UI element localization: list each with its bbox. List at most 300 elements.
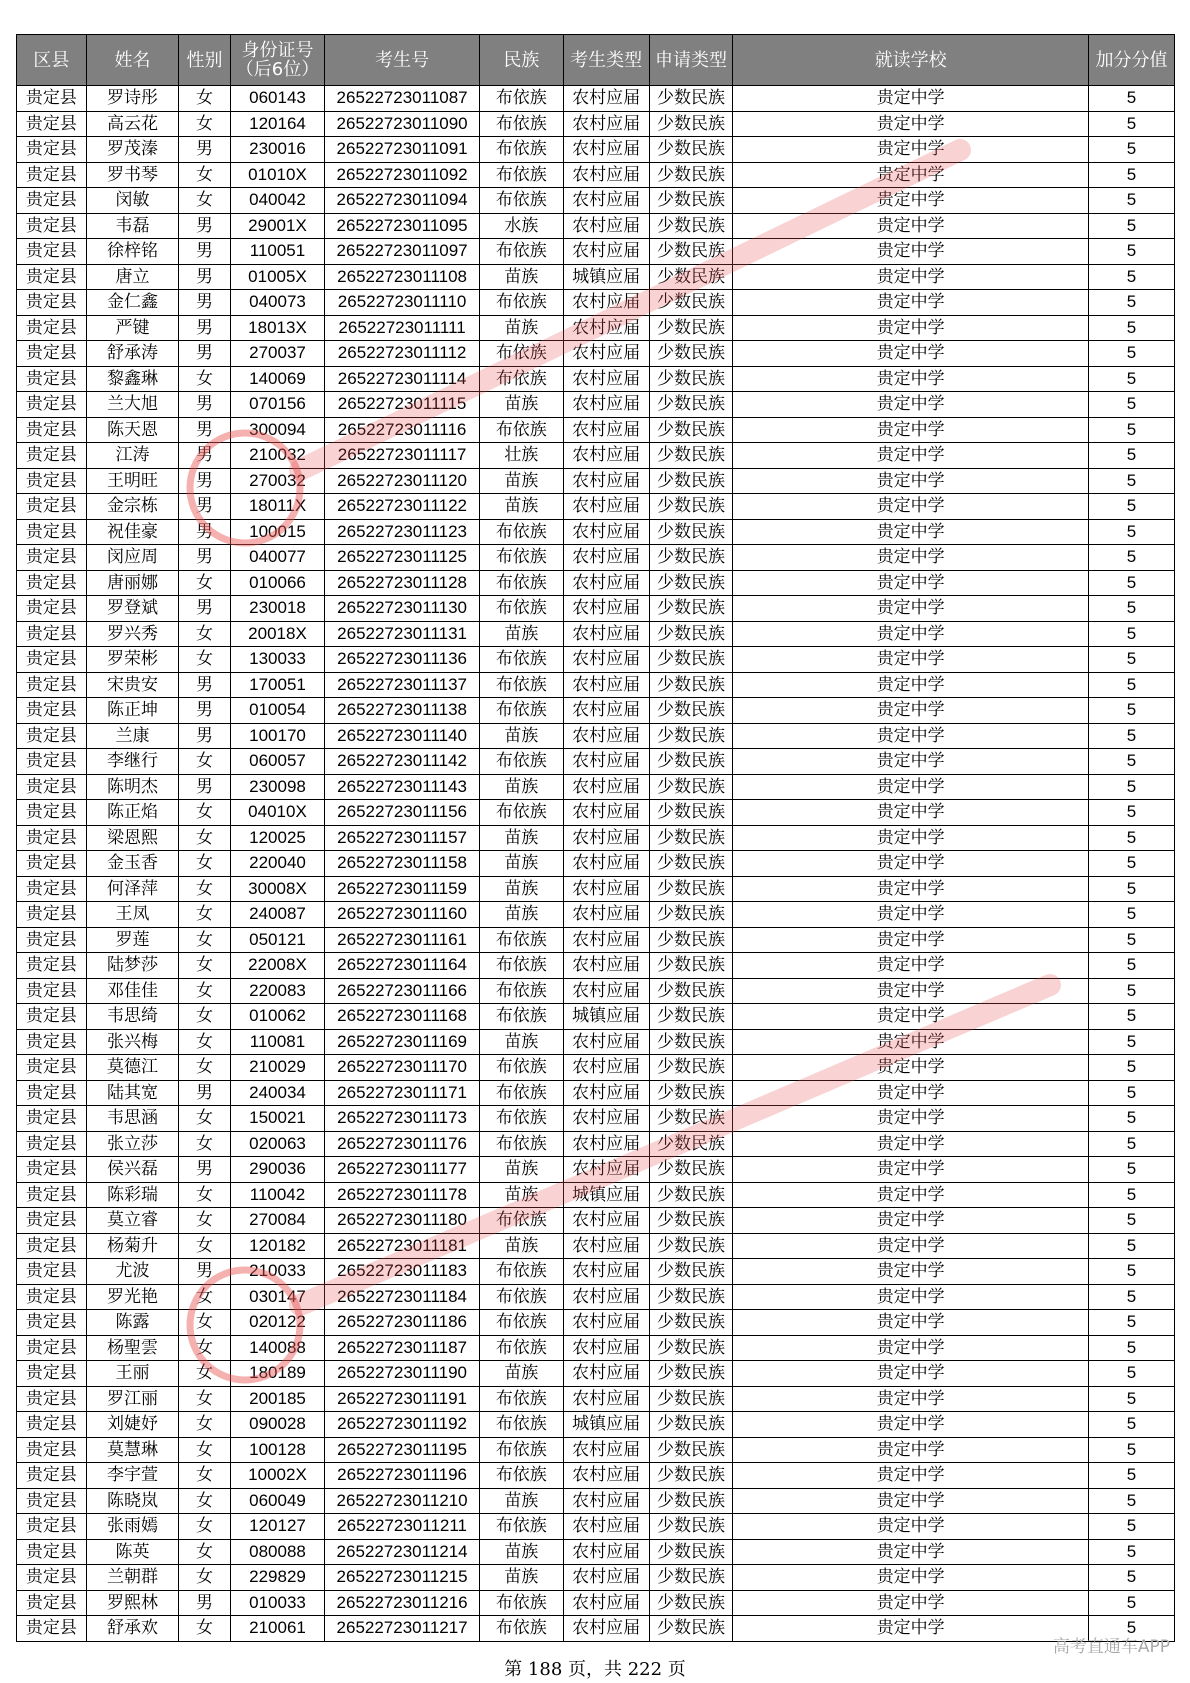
app-watermark-text: 高考直通车APP <box>1052 1637 1170 1657</box>
cell-id-suffix: 22008X <box>230 953 325 979</box>
cell-exam-number: 26522723011117 <box>325 443 480 469</box>
cell-district: 贵定县 <box>17 774 87 800</box>
table-row <box>17 1335 1175 1361</box>
cell-exam-number: 26522723011130 <box>325 596 480 622</box>
cell-exam-number: 26522723011190 <box>325 1361 480 1387</box>
cell-school: 贵定中学 <box>733 1080 1089 1106</box>
cell-bonus: 5 <box>1088 519 1174 545</box>
cell-id-suffix: 040042 <box>230 188 325 214</box>
cell-ethnicity: 布依族 <box>479 596 563 622</box>
cell-apply-type: 少数民族 <box>649 213 733 239</box>
cell-gender: 男 <box>179 315 231 341</box>
table-row <box>17 1004 1175 1030</box>
table-header-row <box>17 35 1175 86</box>
cell-exam-number: 26522723011210 <box>325 1488 480 1514</box>
cell-school: 贵定中学 <box>733 1539 1089 1565</box>
cell-school: 贵定中学 <box>733 825 1089 851</box>
cell-gender: 女 <box>179 1055 231 1081</box>
cell-exam-number: 26522723011171 <box>325 1080 480 1106</box>
table-row <box>17 723 1175 749</box>
cell-student-type: 农村应届 <box>563 1616 649 1642</box>
cell-bonus: 5 <box>1088 1182 1174 1208</box>
cell-name: 罗江丽 <box>86 1386 178 1412</box>
cell-bonus: 5 <box>1088 1463 1174 1489</box>
cell-exam-number: 26522723011115 <box>325 392 480 418</box>
cell-bonus: 5 <box>1088 1514 1174 1540</box>
cell-bonus: 5 <box>1088 1055 1174 1081</box>
cell-school: 贵定中学 <box>733 315 1089 341</box>
cell-school: 贵定中学 <box>733 1182 1089 1208</box>
cell-id-suffix: 010033 <box>230 1590 325 1616</box>
cell-ethnicity: 布依族 <box>479 162 563 188</box>
cell-name: 刘婕妤 <box>86 1412 178 1438</box>
cell-name: 唐丽娜 <box>86 570 178 596</box>
cell-id-suffix: 120182 <box>230 1233 325 1259</box>
cell-id-suffix: 270037 <box>230 341 325 367</box>
cell-gender: 女 <box>179 953 231 979</box>
cell-ethnicity: 布依族 <box>479 1080 563 1106</box>
cell-district: 贵定县 <box>17 1233 87 1259</box>
cell-id-suffix: 010066 <box>230 570 325 596</box>
cell-student-type: 农村应届 <box>563 825 649 851</box>
cell-name: 莫立睿 <box>86 1208 178 1234</box>
cell-exam-number: 26522723011168 <box>325 1004 480 1030</box>
cell-name: 舒承涛 <box>86 341 178 367</box>
cell-gender: 男 <box>179 545 231 571</box>
cell-bonus: 5 <box>1088 1616 1174 1642</box>
cell-exam-number: 26522723011158 <box>325 851 480 877</box>
cell-apply-type: 少数民族 <box>649 1157 733 1183</box>
cell-district: 贵定县 <box>17 1208 87 1234</box>
cell-district: 贵定县 <box>17 1335 87 1361</box>
cell-id-suffix: 100128 <box>230 1437 325 1463</box>
table-row <box>17 902 1175 928</box>
cell-apply-type: 少数民族 <box>649 1208 733 1234</box>
cell-district: 贵定县 <box>17 1488 87 1514</box>
cell-district: 贵定县 <box>17 876 87 902</box>
cell-district: 贵定县 <box>17 494 87 520</box>
cell-ethnicity: 布依族 <box>479 1616 563 1642</box>
cell-bonus: 5 <box>1088 596 1174 622</box>
cell-id-suffix: 230018 <box>230 596 325 622</box>
cell-name: 舒承欢 <box>86 1616 178 1642</box>
cell-gender: 男 <box>179 341 231 367</box>
table-row <box>17 1412 1175 1438</box>
cell-district: 贵定县 <box>17 1055 87 1081</box>
cell-ethnicity: 苗族 <box>479 1233 563 1259</box>
cell-district: 贵定县 <box>17 1310 87 1336</box>
cell-bonus: 5 <box>1088 1004 1174 1030</box>
cell-ethnicity: 布依族 <box>479 698 563 724</box>
cell-ethnicity: 布依族 <box>479 137 563 163</box>
cell-district: 贵定县 <box>17 1259 87 1285</box>
header-district: 区县 <box>17 35 87 86</box>
cell-apply-type: 少数民族 <box>649 468 733 494</box>
cell-gender: 女 <box>179 1233 231 1259</box>
cell-bonus: 5 <box>1088 902 1174 928</box>
cell-name: 罗荣彬 <box>86 647 178 673</box>
cell-district: 贵定县 <box>17 1463 87 1489</box>
cell-bonus: 5 <box>1088 213 1174 239</box>
cell-gender: 男 <box>179 1080 231 1106</box>
cell-apply-type: 少数民族 <box>649 1463 733 1489</box>
cell-ethnicity: 布依族 <box>479 366 563 392</box>
cell-ethnicity: 苗族 <box>479 825 563 851</box>
cell-district: 贵定县 <box>17 162 87 188</box>
cell-student-type: 农村应届 <box>563 1437 649 1463</box>
cell-id-suffix: 01010X <box>230 162 325 188</box>
cell-school: 贵定中学 <box>733 698 1089 724</box>
cell-school: 贵定中学 <box>733 545 1089 571</box>
cell-exam-number: 26522723011160 <box>325 902 480 928</box>
cell-district: 贵定县 <box>17 519 87 545</box>
cell-bonus: 5 <box>1088 1080 1174 1106</box>
cell-gender: 男 <box>179 213 231 239</box>
cell-student-type: 农村应届 <box>563 1590 649 1616</box>
cell-exam-number: 26522723011183 <box>325 1259 480 1285</box>
cell-apply-type: 少数民族 <box>649 1233 733 1259</box>
cell-gender: 女 <box>179 366 231 392</box>
cell-apply-type: 少数民族 <box>649 239 733 265</box>
cell-exam-number: 26522723011136 <box>325 647 480 673</box>
cell-ethnicity: 苗族 <box>479 468 563 494</box>
cell-exam-number: 26522723011157 <box>325 825 480 851</box>
cell-school: 贵定中学 <box>733 1565 1089 1591</box>
cell-exam-number: 26522723011123 <box>325 519 480 545</box>
cell-name: 罗光艳 <box>86 1284 178 1310</box>
cell-district: 贵定县 <box>17 341 87 367</box>
cell-id-suffix: 29001X <box>230 213 325 239</box>
cell-ethnicity: 水族 <box>479 213 563 239</box>
cell-name: 祝佳豪 <box>86 519 178 545</box>
cell-bonus: 5 <box>1088 1412 1174 1438</box>
cell-bonus: 5 <box>1088 1208 1174 1234</box>
cell-id-suffix: 20018X <box>230 621 325 647</box>
cell-name: 莫慧琳 <box>86 1437 178 1463</box>
score-bonus-table-container <box>16 34 1175 1642</box>
cell-gender: 女 <box>179 1514 231 1540</box>
cell-ethnicity: 布依族 <box>479 1514 563 1540</box>
cell-district: 贵定县 <box>17 239 87 265</box>
table-row <box>17 978 1175 1004</box>
cell-gender: 女 <box>179 1208 231 1234</box>
cell-ethnicity: 苗族 <box>479 851 563 877</box>
cell-apply-type: 少数民族 <box>649 86 733 112</box>
cell-ethnicity: 苗族 <box>479 1539 563 1565</box>
cell-student-type: 农村应届 <box>563 723 649 749</box>
cell-gender: 女 <box>179 1437 231 1463</box>
cell-school: 贵定中学 <box>733 647 1089 673</box>
cell-district: 贵定县 <box>17 1080 87 1106</box>
cell-ethnicity: 苗族 <box>479 902 563 928</box>
cell-id-suffix: 100170 <box>230 723 325 749</box>
table-row <box>17 1590 1175 1616</box>
cell-ethnicity: 布依族 <box>479 341 563 367</box>
table-row <box>17 468 1175 494</box>
table-row <box>17 1157 1175 1183</box>
cell-exam-number: 26522723011094 <box>325 188 480 214</box>
cell-gender: 男 <box>179 723 231 749</box>
cell-exam-number: 26522723011164 <box>325 953 480 979</box>
table-row <box>17 188 1175 214</box>
cell-id-suffix: 020122 <box>230 1310 325 1336</box>
cell-name: 罗莲 <box>86 927 178 953</box>
cell-ethnicity: 布依族 <box>479 519 563 545</box>
cell-school: 贵定中学 <box>733 1386 1089 1412</box>
cell-apply-type: 少数民族 <box>649 545 733 571</box>
table-row <box>17 545 1175 571</box>
cell-name: 江涛 <box>86 443 178 469</box>
cell-apply-type: 少数民族 <box>649 494 733 520</box>
cell-district: 贵定县 <box>17 749 87 775</box>
cell-exam-number: 26522723011140 <box>325 723 480 749</box>
cell-gender: 男 <box>179 519 231 545</box>
cell-ethnicity: 布依族 <box>479 1106 563 1132</box>
cell-gender: 女 <box>179 86 231 112</box>
cell-id-suffix: 230098 <box>230 774 325 800</box>
header-apply-type: 申请类型 <box>649 35 733 86</box>
cell-gender: 女 <box>179 1565 231 1591</box>
table-row <box>17 570 1175 596</box>
cell-student-type: 农村应届 <box>563 1361 649 1387</box>
cell-school: 贵定中学 <box>733 1208 1089 1234</box>
cell-name: 陈晓岚 <box>86 1488 178 1514</box>
cell-district: 贵定县 <box>17 1616 87 1642</box>
cell-name: 陈明杰 <box>86 774 178 800</box>
cell-school: 贵定中学 <box>733 1233 1089 1259</box>
cell-name: 罗熙林 <box>86 1590 178 1616</box>
cell-name: 李继行 <box>86 749 178 775</box>
cell-district: 贵定县 <box>17 1437 87 1463</box>
cell-gender: 男 <box>179 698 231 724</box>
cell-student-type: 城镇应届 <box>563 1182 649 1208</box>
cell-student-type: 农村应届 <box>563 1208 649 1234</box>
table-row <box>17 1437 1175 1463</box>
cell-name: 王凤 <box>86 902 178 928</box>
table-row <box>17 749 1175 775</box>
cell-apply-type: 少数民族 <box>649 723 733 749</box>
cell-bonus: 5 <box>1088 443 1174 469</box>
cell-ethnicity: 布依族 <box>479 1131 563 1157</box>
cell-name: 罗茂溱 <box>86 137 178 163</box>
cell-school: 贵定中学 <box>733 1514 1089 1540</box>
header-exam-number: 考生号 <box>325 35 480 86</box>
table-row <box>17 86 1175 112</box>
cell-district: 贵定县 <box>17 545 87 571</box>
cell-gender: 女 <box>179 1539 231 1565</box>
cell-school: 贵定中学 <box>733 902 1089 928</box>
cell-apply-type: 少数民族 <box>649 647 733 673</box>
cell-id-suffix: 210029 <box>230 1055 325 1081</box>
cell-district: 贵定县 <box>17 264 87 290</box>
cell-apply-type: 少数民族 <box>649 1335 733 1361</box>
cell-school: 贵定中学 <box>733 800 1089 826</box>
cell-ethnicity: 布依族 <box>479 1463 563 1489</box>
cell-gender: 男 <box>179 1157 231 1183</box>
header-id-line1: 身份证号 <box>241 40 314 61</box>
cell-school: 贵定中学 <box>733 1029 1089 1055</box>
cell-ethnicity: 布依族 <box>479 1386 563 1412</box>
cell-ethnicity: 苗族 <box>479 621 563 647</box>
table-row <box>17 1182 1175 1208</box>
cell-ethnicity: 布依族 <box>479 1055 563 1081</box>
cell-student-type: 农村应届 <box>563 800 649 826</box>
table-row <box>17 417 1175 443</box>
cell-apply-type: 少数民族 <box>649 1131 733 1157</box>
cell-exam-number: 26522723011196 <box>325 1463 480 1489</box>
cell-name: 莫德江 <box>86 1055 178 1081</box>
header-id-line2: （后6位） <box>235 59 320 80</box>
cell-id-suffix: 220083 <box>230 978 325 1004</box>
cell-district: 贵定县 <box>17 825 87 851</box>
cell-ethnicity: 布依族 <box>479 188 563 214</box>
cell-name: 罗兴秀 <box>86 621 178 647</box>
cell-apply-type: 少数民族 <box>649 749 733 775</box>
cell-bonus: 5 <box>1088 774 1174 800</box>
cell-name: 陈英 <box>86 1539 178 1565</box>
cell-district: 贵定县 <box>17 723 87 749</box>
cell-student-type: 农村应届 <box>563 978 649 1004</box>
cell-gender: 女 <box>179 1029 231 1055</box>
cell-exam-number: 26522723011156 <box>325 800 480 826</box>
cell-exam-number: 26522723011184 <box>325 1284 480 1310</box>
cell-ethnicity: 布依族 <box>479 978 563 1004</box>
cell-gender: 女 <box>179 1004 231 1030</box>
cell-exam-number: 26522723011166 <box>325 978 480 1004</box>
cell-school: 贵定中学 <box>733 137 1089 163</box>
cell-apply-type: 少数民族 <box>649 1080 733 1106</box>
cell-id-suffix: 18011X <box>230 494 325 520</box>
cell-student-type: 农村应届 <box>563 1259 649 1285</box>
cell-bonus: 5 <box>1088 800 1174 826</box>
table-row <box>17 927 1175 953</box>
cell-apply-type: 少数民族 <box>649 672 733 698</box>
cell-id-suffix: 180189 <box>230 1361 325 1387</box>
cell-school: 贵定中学 <box>733 1590 1089 1616</box>
cell-gender: 男 <box>179 494 231 520</box>
cell-exam-number: 26522723011114 <box>325 366 480 392</box>
cell-apply-type: 少数民族 <box>649 366 733 392</box>
cell-district: 贵定县 <box>17 290 87 316</box>
cell-id-suffix: 170051 <box>230 672 325 698</box>
cell-id-suffix: 050121 <box>230 927 325 953</box>
cell-student-type: 农村应届 <box>563 1233 649 1259</box>
cell-apply-type: 少数民族 <box>649 800 733 826</box>
cell-ethnicity: 苗族 <box>479 315 563 341</box>
cell-bonus: 5 <box>1088 825 1174 851</box>
cell-school: 贵定中学 <box>733 468 1089 494</box>
cell-school: 贵定中学 <box>733 596 1089 622</box>
cell-school: 贵定中学 <box>733 749 1089 775</box>
cell-name: 金仁鑫 <box>86 290 178 316</box>
cell-apply-type: 少数民族 <box>649 111 733 137</box>
cell-exam-number: 26522723011122 <box>325 494 480 520</box>
cell-id-suffix: 270084 <box>230 1208 325 1234</box>
cell-school: 贵定中学 <box>733 1361 1089 1387</box>
cell-apply-type: 少数民族 <box>649 137 733 163</box>
cell-name: 陆其宽 <box>86 1080 178 1106</box>
cell-student-type: 农村应届 <box>563 519 649 545</box>
table-row <box>17 290 1175 316</box>
cell-bonus: 5 <box>1088 1284 1174 1310</box>
cell-id-suffix: 140088 <box>230 1335 325 1361</box>
cell-student-type: 农村应届 <box>563 953 649 979</box>
cell-ethnicity: 苗族 <box>479 1361 563 1387</box>
cell-student-type: 农村应届 <box>563 315 649 341</box>
cell-bonus: 5 <box>1088 264 1174 290</box>
cell-bonus: 5 <box>1088 672 1174 698</box>
cell-id-suffix: 120127 <box>230 1514 325 1540</box>
cell-id-suffix: 060143 <box>230 86 325 112</box>
cell-school: 贵定中学 <box>733 366 1089 392</box>
cell-school: 贵定中学 <box>733 1004 1089 1030</box>
table-row <box>17 264 1175 290</box>
cell-gender: 女 <box>179 978 231 1004</box>
cell-gender: 男 <box>179 1590 231 1616</box>
table-row <box>17 111 1175 137</box>
cell-gender: 男 <box>179 137 231 163</box>
cell-id-suffix: 020063 <box>230 1131 325 1157</box>
table-row <box>17 800 1175 826</box>
cell-exam-number: 26522723011095 <box>325 213 480 239</box>
cell-apply-type: 少数民族 <box>649 596 733 622</box>
cell-name: 兰康 <box>86 723 178 749</box>
cell-bonus: 5 <box>1088 749 1174 775</box>
cell-bonus: 5 <box>1088 545 1174 571</box>
cell-district: 贵定县 <box>17 468 87 494</box>
cell-bonus: 5 <box>1088 1233 1174 1259</box>
table-row <box>17 162 1175 188</box>
table-row <box>17 1080 1175 1106</box>
cell-ethnicity: 布依族 <box>479 417 563 443</box>
cell-bonus: 5 <box>1088 366 1174 392</box>
cell-bonus: 5 <box>1088 162 1174 188</box>
cell-apply-type: 少数民族 <box>649 1539 733 1565</box>
cell-bonus: 5 <box>1088 953 1174 979</box>
cell-name: 杨菊升 <box>86 1233 178 1259</box>
table-row <box>17 774 1175 800</box>
cell-district: 贵定县 <box>17 1539 87 1565</box>
table-row <box>17 1463 1175 1489</box>
table-row <box>17 1208 1175 1234</box>
cell-ethnicity: 苗族 <box>479 723 563 749</box>
cell-apply-type: 少数民族 <box>649 774 733 800</box>
cell-id-suffix: 090028 <box>230 1412 325 1438</box>
cell-district: 贵定县 <box>17 1361 87 1387</box>
cell-school: 贵定中学 <box>733 443 1089 469</box>
cell-exam-number: 26522723011143 <box>325 774 480 800</box>
cell-school: 贵定中学 <box>733 264 1089 290</box>
cell-district: 贵定县 <box>17 443 87 469</box>
cell-student-type: 农村应届 <box>563 545 649 571</box>
cell-id-suffix: 100015 <box>230 519 325 545</box>
cell-bonus: 5 <box>1088 290 1174 316</box>
cell-student-type: 农村应届 <box>563 1106 649 1132</box>
cell-apply-type: 少数民族 <box>649 162 733 188</box>
cell-school: 贵定中学 <box>733 1412 1089 1438</box>
cell-bonus: 5 <box>1088 1488 1174 1514</box>
cell-district: 贵定县 <box>17 672 87 698</box>
cell-apply-type: 少数民族 <box>649 1386 733 1412</box>
cell-ethnicity: 苗族 <box>479 1488 563 1514</box>
cell-student-type: 农村应届 <box>563 1386 649 1412</box>
cell-apply-type: 少数民族 <box>649 1284 733 1310</box>
cell-exam-number: 26522723011176 <box>325 1131 480 1157</box>
cell-student-type: 农村应届 <box>563 111 649 137</box>
cell-student-type: 农村应届 <box>563 494 649 520</box>
cell-ethnicity: 苗族 <box>479 392 563 418</box>
cell-gender: 女 <box>179 111 231 137</box>
